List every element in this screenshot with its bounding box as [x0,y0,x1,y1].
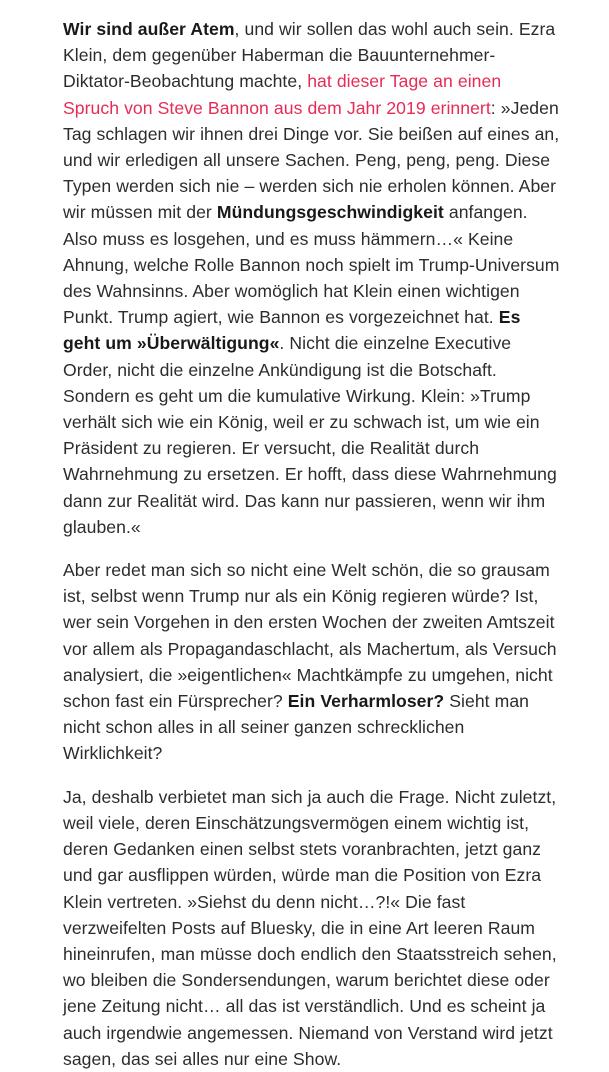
body-text: Aber redet man sich so nicht eine Welt schön, die so grausam ist, selbst wenn Trump nur als ein König regieren würde? Ist, wer sein Vorgehen in den ersten Wochen der zweiten Amtszeit vor allem als Propagandaschlacht, als Machertum, als Versuch analysiert, die »eigentlichen« Machtkämpfe zu umgehen, nicht schon fast ein Fürsprecher? [63,560,557,712]
emphasis-text: Wir sind außer Atem [63,19,235,39]
emphasis-text: Ein Verharmloser? [287,691,445,712]
body-text: . Nicht die einzelne Executive Order, nicht die einzelne Ankündigung ist die Botschaft. Sondern es geht um die kumulative Wirkung. Klein: »Trump verhält sich wie ein König, weil er zu schwach ist, um wie ein Präsident zu regieren. Er versucht, die Realität durch Wahrnehmung zu ersetzen. Er hofft, dass diese Wahrnehmung dann zur Realität wird. Das kann nur passieren, wenn wir ihm glauben.« [63,333,557,537]
emphasis-text: Mündungsgeschwindigkeit [216,202,444,223]
body-text: Sieht man nicht schon alles in all seiner ganzen schrecklichen Wirklichkeit? [63,691,530,764]
paragraph [63,557,560,767]
body-text: anfangen. Also muss es losgehen, und es muss hämmern…« Keine Ahnung, welche Rolle Bannon noch spielt im Trump-Universum des Wahnsinns. Aber womöglich hat Klein einen wichtigen Punkt. Trump agiert, wie Bannon es vorgezeichnet hat. [63,202,560,328]
paragraph [63,16,560,540]
emphasis-text: Es geht um »Überwältigung« [63,307,521,354]
body-text: : »Jeden Tag schlagen wir ihnen drei Dinge vor. Sie beißen auf eines an, und wir erledigen all unsere Sachen. Peng, peng, peng. Diese Typen werden sich nie – werden sich nie erholen können. Aber wir müssen mit der [63,97,560,223]
paragraph [63,784,560,1072]
body-text: , und wir sollen das wohl auch sein. Ezra Klein, dem gegenüber Haberman die Bauunternehmer-Diktator-Beobachtung machte, [63,19,556,92]
inline-link[interactable]: hat dieser Tage an einen Spruch von Steve Bannon aus dem Jahr 2019 erinnert [63,71,502,118]
body-text: Ja, deshalb verbietet man sich ja auch die Frage. Nicht zuletzt, weil viele, deren Einschätzungsvermögen einem wichtig ist, deren Gedanken einen selbst stets voranbrachten, jetzt ganz und gar ausflippen würden, würde man die Position von Ezra Klein vertreten. »Siehst du denn nicht…?!« Die fast verzweifelten Posts auf Bluesky, die in eine Art leeren Raum hineinrufen, man müsse doch endlich den Staatsstreich sehen, wo bleiben die Sondersendungen, warum berichtet diese oder jene Zeitung nicht… all das ist verständlich. Und es scheint ja auch irgendwie angemessen. Niemand von Verstand wird jetzt sagen, das sei alles nur eine Show. [63,786,557,1069]
